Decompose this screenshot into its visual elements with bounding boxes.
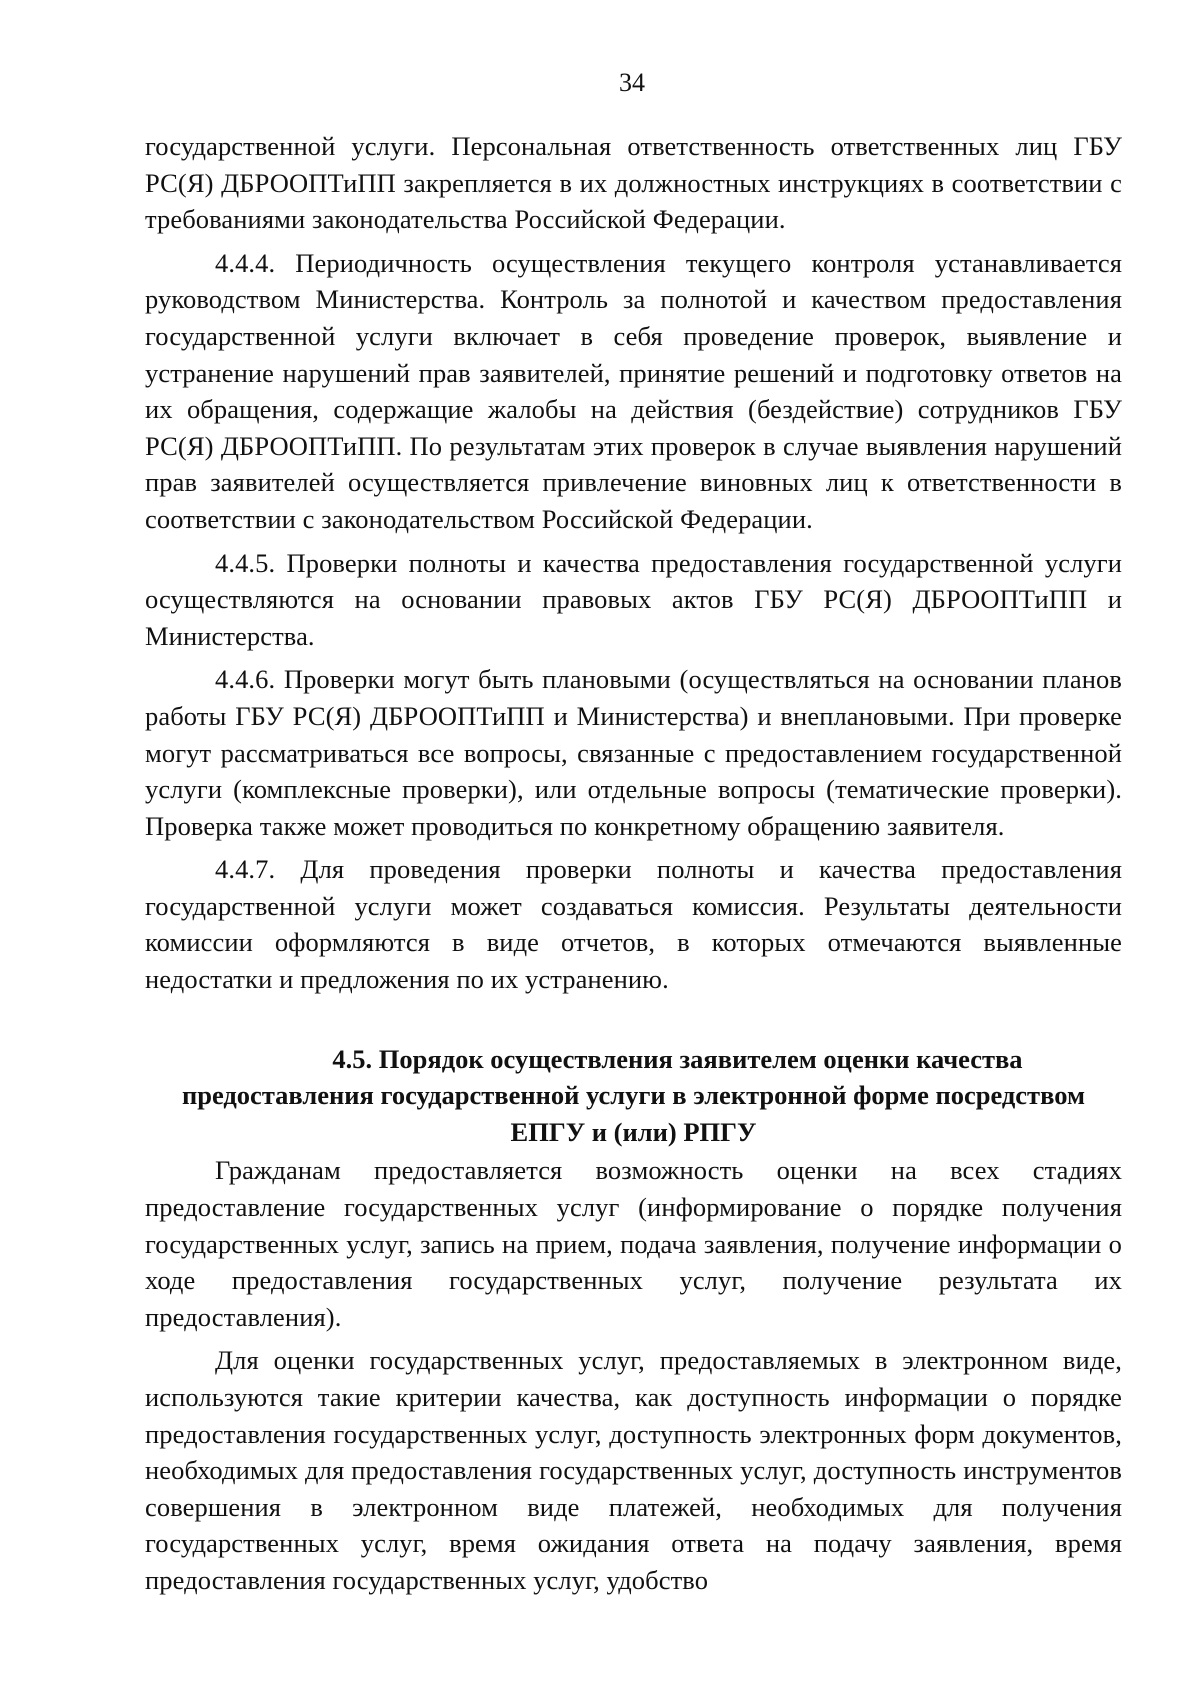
section-heading-line-3: ЕПГУ и (или) РПГУ xyxy=(510,1116,757,1147)
section-heading-line-1: 4.5. Порядок осуществления заявителем оценки качества xyxy=(332,1043,1023,1074)
paragraph-4-4-7: 4.4.7. Для проведения проверки полноты и качества предоставления государственной услуги может создаваться комиссия. Результаты деятельности комиссии оформляются в виде отчетов, в которых отмечаются выявленные недостатки и предложения по их устранению. xyxy=(145,854,1122,995)
section-heading-4-5 xyxy=(145,1041,1122,1151)
paragraph-4-4-6: 4.4.6. Проверки могут быть плановыми (осуществляться на основании планов работы ГБУ РС(Я) ДБРООПТиПП и Министерства) и внеплановыми. При проверке могут рассматриваться все вопросы, связанные с предоставлением государственной услуги (комплексные проверки), или отдельные вопросы (тематические проверки). Проверка также может проводиться по конкретному обращению заявителя. xyxy=(145,664,1122,841)
paragraph-continuation: государственной услуги. Персональная ответственность ответственных лиц ГБУ РС(Я) ДБРООПТиПП закрепляется в их должностных инструкциях в соответствии с требованиями законодательства Российской Федерации. xyxy=(145,131,1122,235)
paragraph-4-4-4: 4.4.4. Периодичность осуществления текущего контроля устанавливается руководством Министерства. Контроль за полнотой и качеством предоставления государственной услуги включает в себя проведение проверок, выявление и устранение нарушений прав заявителей, принятие решений и подготовку ответов на их обращения, содержащие жалобы на действия (бездействие) сотрудников ГБУ РС(Я) ДБРООПТиПП. По результатам этих проверок в случае выявления нарушений прав заявителей осуществляется привлечение виновных лиц к ответственности в соответствии с законодательством Российской Федерации. xyxy=(145,247,1122,534)
paragraph-4-5-1: Гражданам предоставляется возможность оценки на всех стадиях предоставление государственных услуг (информирование о порядке получения государственных услуг, запись на прием, подача заявления, получение информации о ходе предоставления государственных услуг, получение результата их предоставления). xyxy=(145,1155,1122,1332)
paragraph-4-4-5: 4.4.5. Проверки полноты и качества предоставления государственной услуги осуществляются на основании правовых актов ГБУ РС(Я) ДБРООПТиПП и Министерства. xyxy=(145,547,1122,651)
document-body xyxy=(145,128,1122,1599)
page-number: 34 xyxy=(619,68,645,97)
section-heading-line-2: предоставления государственной услуги в электронной форме посредством xyxy=(181,1080,1086,1111)
paragraph-4-5-2: Для оценки государственных услуг, предоставляемых в электронном виде, используются такие критерии качества, как доступность информации о порядке предоставления государственных услуг, доступность электронных форм документов, необходимых для предоставления государственных услуг, доступность инструментов совершения в электронном виде платежей, необходимых для получения государственных услуг, время ожидания ответа на подачу заявления, время предоставления государственных услуг, удобство xyxy=(145,1345,1122,1595)
